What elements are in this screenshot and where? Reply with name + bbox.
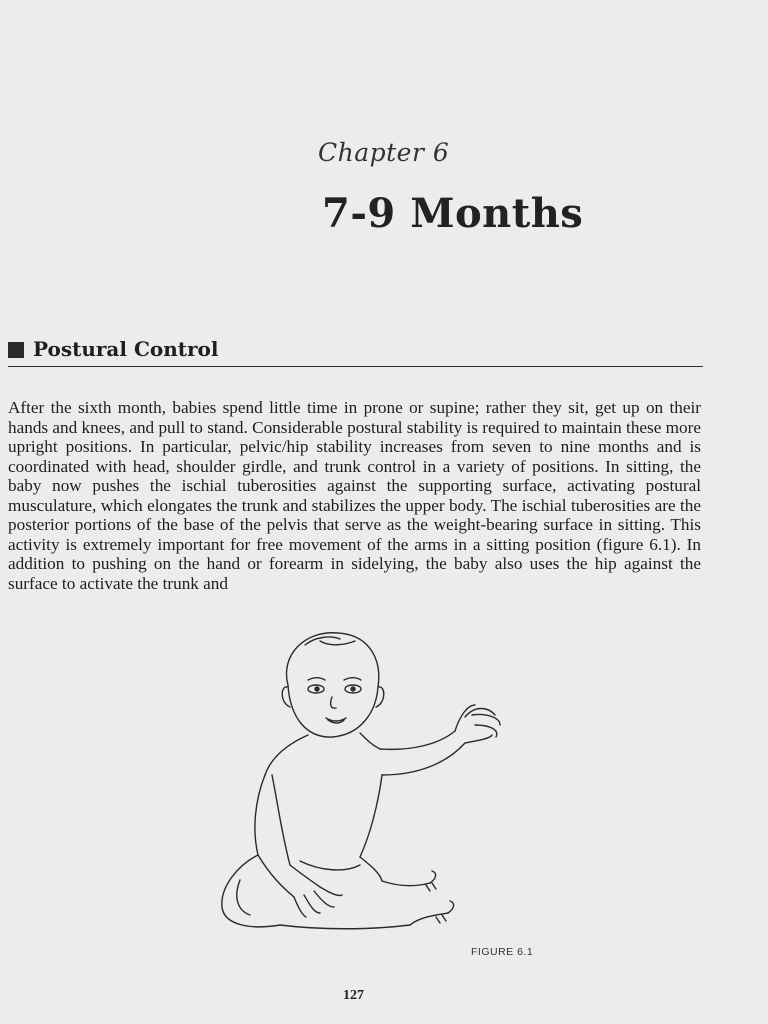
chapter-label: Chapter 6 xyxy=(318,138,450,167)
sitting-baby-illustration xyxy=(210,625,510,935)
body-paragraph: After the sixth month, babies spend little time in prone or supine; rather they sit, get up on their hands and knees, and pull to stand. Considerable postural stability is required to maintain these more upright positions. In particular, pelvic/hip stability increases from seven to nine months and is coordinated with head, shoulder girdle, and trunk control in a variety of positions. In sitting, the baby now pushes the ischial tuberosities against the supporting surface, activating postural musculature, which elongates the trunk and stabilizes the upper body. The ischial tuberosities are the posterior portions of the base of the pelvis that serve as the weight-bearing surface in sitting. This activity is extremely important for free movement of the arms in a sitting position (figure 6.1). In addition to pushing on the hand or forearm in sidelying, the baby also uses the hip against the surface to activate the trunk and xyxy=(8,398,701,593)
section-title: Postural Control xyxy=(33,337,219,361)
figure-caption: FIGURE 6.1 xyxy=(471,946,534,958)
page-number: 127 xyxy=(343,988,364,1003)
chapter-title: 7-9 Months xyxy=(322,190,584,237)
figure-illustration xyxy=(210,625,510,935)
square-bullet-icon xyxy=(8,342,24,358)
section-heading xyxy=(8,337,703,367)
